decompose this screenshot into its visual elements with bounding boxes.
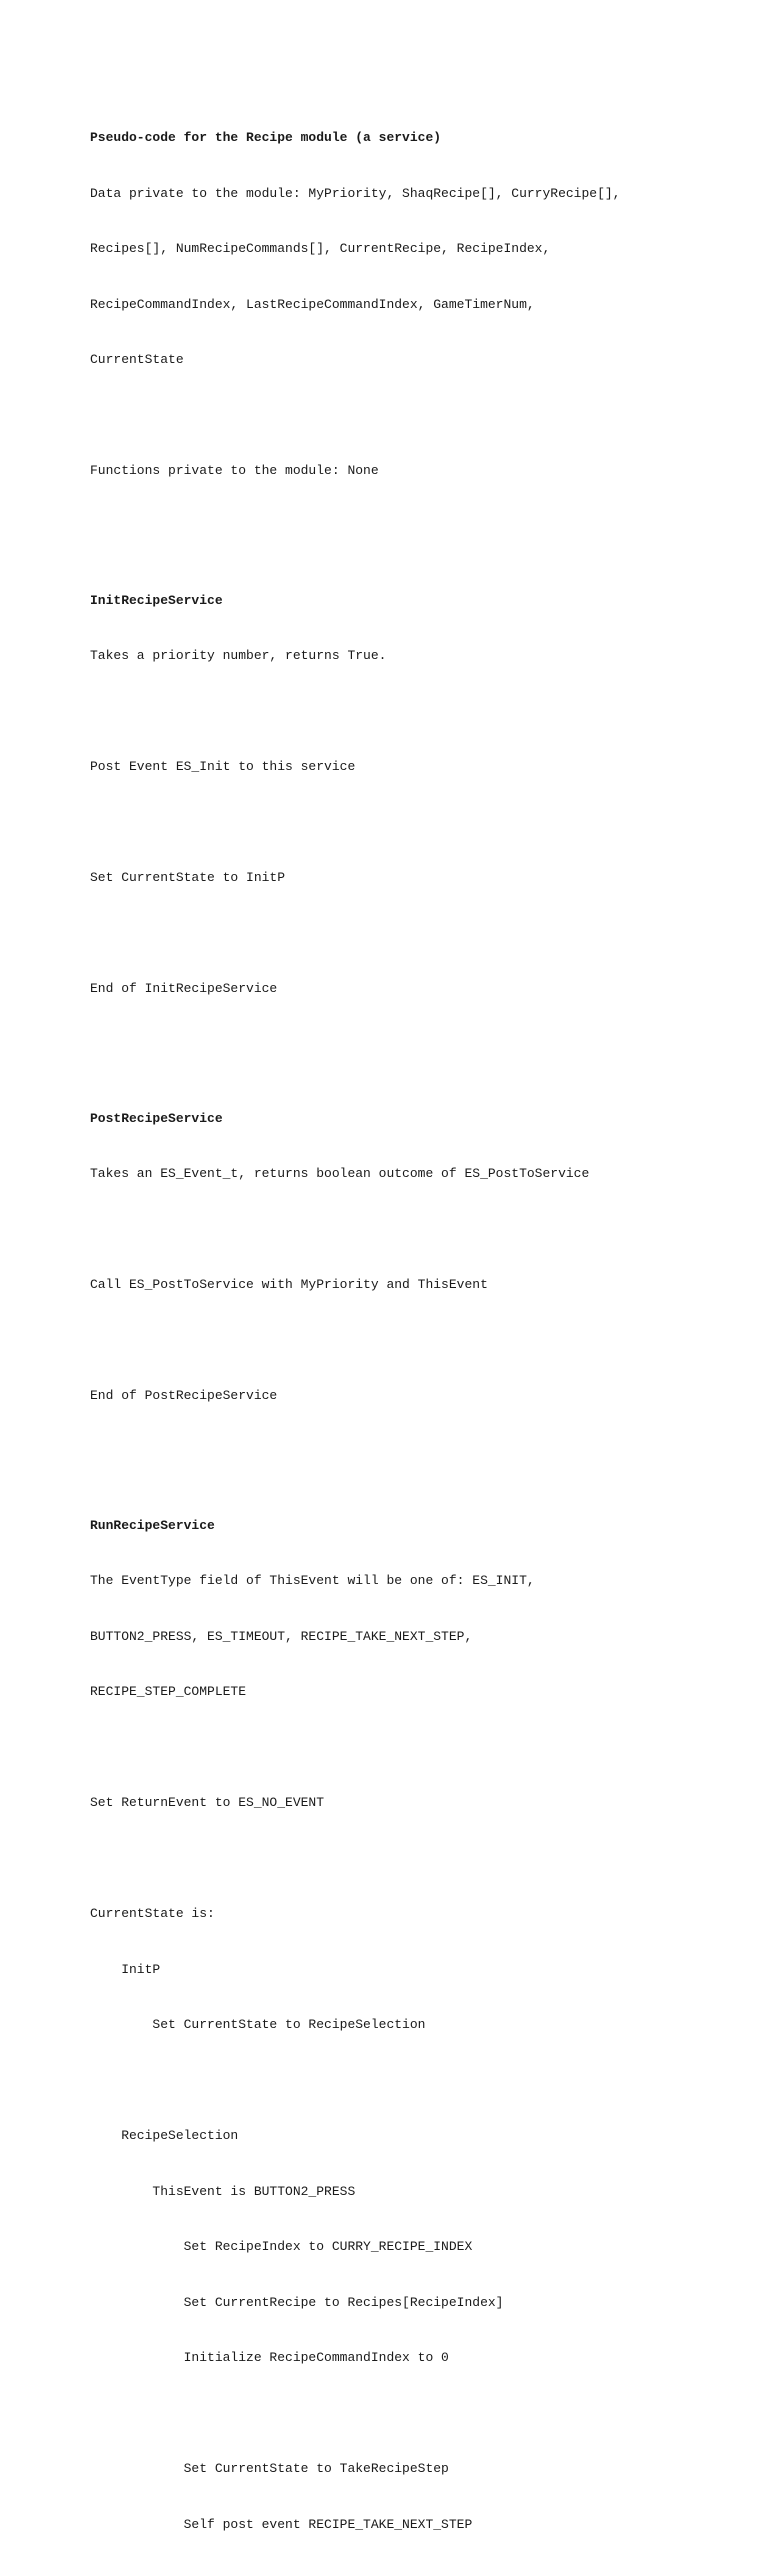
- post-call: Call ES_PostToService with MyPriority and ThisEvent: [90, 1277, 488, 1292]
- init-takes: Takes a priority number, returns True.: [90, 648, 387, 663]
- spacer: [90, 1221, 730, 1240]
- run-set-index: Set RecipeIndex to CURRY_RECIPE_INDEX: [90, 2239, 473, 2254]
- init-post: Post Event ES_Init to this service: [90, 759, 356, 774]
- spacer: [90, 1443, 730, 1462]
- run-init-command-index: Initialize RecipeCommandIndex to 0: [90, 2350, 449, 2365]
- data-private-line-2: Recipes[], NumRecipeCommands[], CurrentRecipe, RecipeIndex,: [90, 241, 551, 256]
- run-eventtype-line-1: The EventType field of ThisEvent will be one of: ES_INIT,: [90, 1573, 535, 1588]
- data-private-line-3: RecipeCommandIndex, LastRecipeCommandIndex, GameTimerNum,: [90, 296, 535, 312]
- data-private-line-4: CurrentState: [90, 352, 184, 367]
- spacer: [90, 407, 730, 426]
- spacer: [90, 518, 730, 537]
- post-takes: Takes an ES_Event_t, returns boolean outcome of ES_PostToService: [90, 1166, 590, 1181]
- spacer: [90, 2072, 730, 2091]
- spacer: [90, 814, 730, 833]
- post-end: End of PostRecipeService: [90, 1388, 278, 1403]
- spacer: [90, 703, 730, 722]
- spacer: [90, 925, 730, 944]
- spacer: [90, 1739, 730, 1758]
- init-set-state: Set CurrentState to InitP: [90, 870, 286, 885]
- spacer: [90, 1036, 730, 1055]
- run-self-post: Self post event RECIPE_TAKE_NEXT_STEP: [90, 2516, 473, 2532]
- init-end: End of InitRecipeService: [90, 981, 278, 996]
- run-set-current-recipe: Set CurrentRecipe to Recipes[RecipeIndex]: [90, 2294, 504, 2310]
- functions-private: Functions private to the module: None: [90, 463, 379, 478]
- document-page: [90, 92, 730, 2553]
- run-eventtype-line-2: BUTTON2_PRESS, ES_TIMEOUT, RECIPE_TAKE_NEXT_STEP,: [90, 1628, 473, 1644]
- run-initp: InitP: [90, 1961, 161, 1977]
- run-heading: RunRecipeService: [90, 1517, 215, 1533]
- data-private-line-1: Data private to the module: MyPriority, ShaqRecipe[], CurryRecipe[],: [90, 185, 621, 201]
- run-this-event: ThisEvent is BUTTON2_PRESS: [90, 2183, 356, 2199]
- run-initp-set: Set CurrentState to RecipeSelection: [90, 2017, 426, 2032]
- init-heading: InitRecipeService: [90, 592, 223, 608]
- run-set-return: Set ReturnEvent to ES_NO_EVENT: [90, 1795, 325, 1810]
- document-title: Pseudo-code for the Recipe module (a service): [90, 130, 442, 145]
- run-eventtype-line-3: RECIPE_STEP_COMPLETE: [90, 1684, 247, 1699]
- spacer: [90, 1850, 730, 1869]
- run-recipe-selection: RecipeSelection: [90, 2128, 239, 2143]
- run-set-take-step: Set CurrentState to TakeRecipeStep: [90, 2461, 449, 2476]
- spacer: [90, 1332, 730, 1351]
- run-current-state-is: CurrentState is:: [90, 1906, 215, 1921]
- spacer: [90, 2405, 730, 2424]
- post-heading: PostRecipeService: [90, 1110, 223, 1126]
